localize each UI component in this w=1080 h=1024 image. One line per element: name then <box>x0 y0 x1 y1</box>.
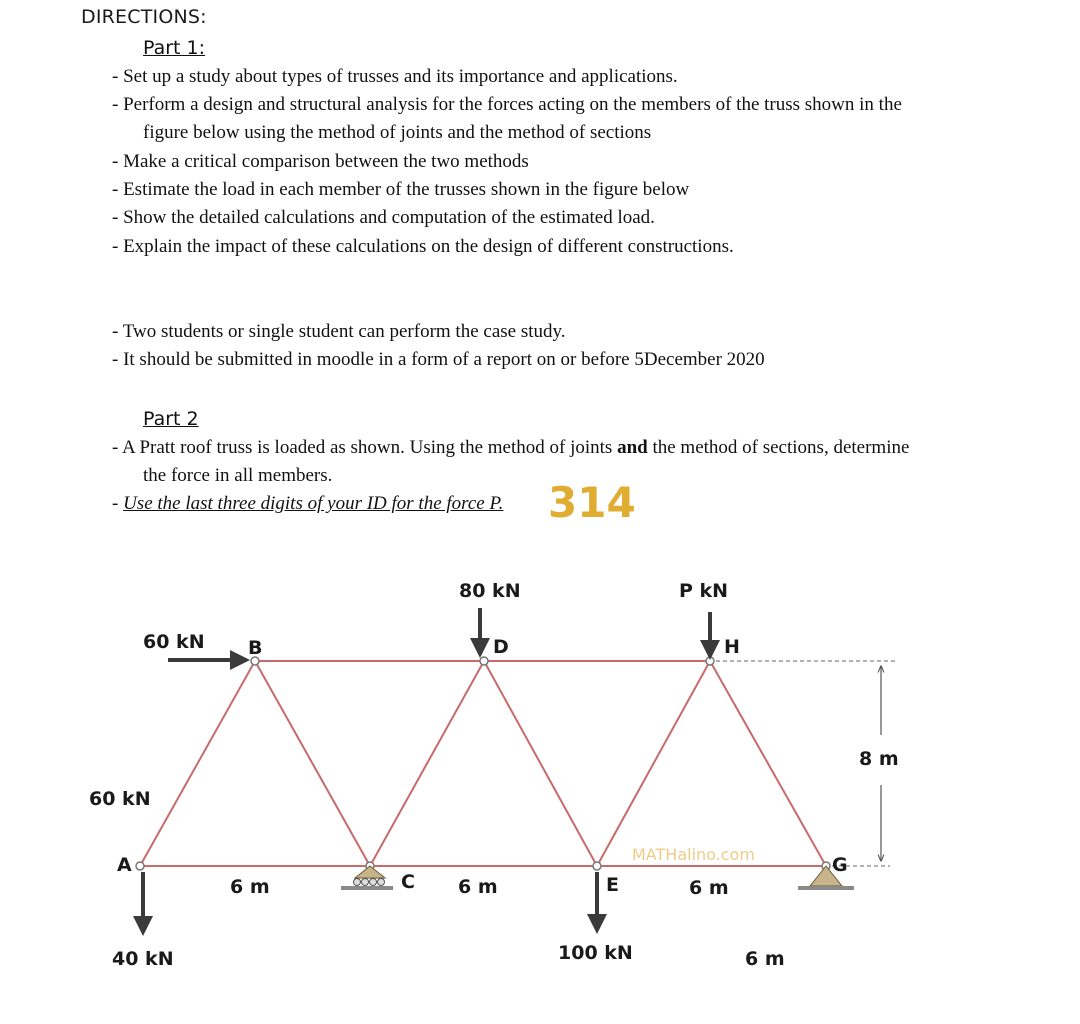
load-label-h: P kN <box>679 580 729 602</box>
part2-line-1-start: - A Pratt roof truss is loaded as shown. Using the method of joints <box>112 437 618 458</box>
member-hg <box>710 661 826 866</box>
part1-bullet-2: - Perform a design and structural analysis for the forces acting on the members of the truss shown in the <box>112 94 902 115</box>
member-de <box>484 661 597 866</box>
part2-line-1-end: the method of sections, determine <box>647 437 910 458</box>
part2-line-2: the force in all members. <box>143 465 333 486</box>
directions-heading: DIRECTIONS: <box>81 6 207 28</box>
member-ab <box>140 661 255 866</box>
node-label-a: A <box>117 854 132 876</box>
load-label-d: 80 kN <box>459 580 521 602</box>
part2-note-text: Use the last three digits of your ID for the force P. <box>123 493 504 514</box>
node-label-h: H <box>724 636 740 658</box>
span-label-4: 6 m <box>745 948 785 970</box>
id-digits: 314 <box>548 478 636 527</box>
node-label-c: C <box>401 871 415 893</box>
part1-bullet-1: - Set up a study about types of trusses and its importance and applications. <box>112 66 678 87</box>
span-label-3: 6 m <box>689 877 729 899</box>
part1-bullet-4: - Estimate the load in each member of the trusses shown in the figure below <box>112 179 690 200</box>
part2-heading: Part 2 <box>143 408 199 430</box>
part1-bullet-3: - Make a critical comparison between the two methods <box>112 151 529 172</box>
load-label-a-horizontal: 60 kN <box>89 788 151 810</box>
part1-bullet-2-continued: figure below using the method of joints and the method of sections <box>143 122 652 143</box>
joint-e <box>593 862 601 870</box>
load-arrows <box>143 608 710 932</box>
node-label-g: G <box>832 854 848 876</box>
part2-line-1 <box>112 437 909 459</box>
part2-id-note <box>112 493 503 515</box>
node-label-d: D <box>493 636 509 658</box>
member-eh <box>597 661 710 866</box>
member-bc <box>255 661 370 866</box>
load-label-a-vertical: 40 kN <box>112 948 174 970</box>
part1-note-1: - Two students or single student can perform the case study. <box>112 321 566 342</box>
part1-note-2: - It should be submitted in moodle in a form of a report on or before 5December 2020 <box>112 349 765 370</box>
joint-h <box>706 657 714 665</box>
height-label: 8 m <box>859 748 899 770</box>
node-label-e: E <box>606 874 619 896</box>
part2-note-dash: - <box>112 493 124 514</box>
joint-a <box>136 862 144 870</box>
truss-figure <box>0 560 1080 1000</box>
part1-heading: Part 1: <box>143 37 206 59</box>
member-cd <box>370 661 484 866</box>
part1-bullet-5: - Show the detailed calculations and computation of the estimated load. <box>112 207 655 228</box>
part2-line-1-bold: and <box>617 437 648 458</box>
node-label-b: B <box>248 637 263 659</box>
span-label-1: 6 m <box>230 876 270 898</box>
part1-bullet-6: - Explain the impact of these calculations on the design of different constructions. <box>112 236 734 257</box>
truss-members <box>140 661 826 866</box>
load-label-e: 100 kN <box>558 942 633 964</box>
span-label-2: 6 m <box>458 876 498 898</box>
joint-d <box>480 657 488 665</box>
load-label-b-horizontal: 60 kN <box>143 631 205 653</box>
watermark-text: MATHalino.com <box>632 845 755 864</box>
roller-support-c <box>341 866 393 890</box>
